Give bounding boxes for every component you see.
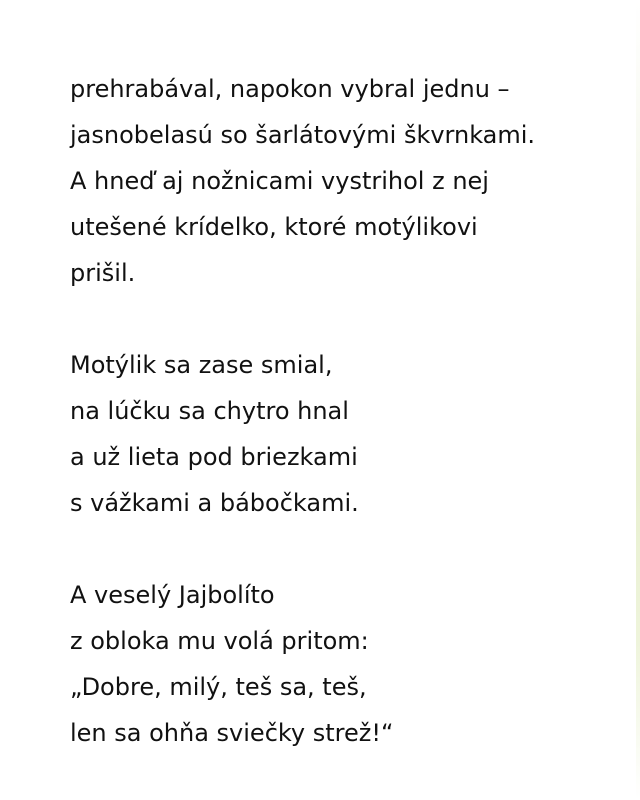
verse-line: A veselý Jajbolíto xyxy=(70,581,275,609)
text-line: utešené krídelko, ktoré motýlikovi xyxy=(70,213,478,241)
verse-line: „Dobre, milý, teš sa, teš, xyxy=(70,673,367,701)
verse-line: Motýlik sa zase smial, xyxy=(70,351,333,379)
text-line: prišil. xyxy=(70,259,136,287)
verse-line: s vážkami a bábočkami. xyxy=(70,489,359,517)
verse-line: na lúčku sa chytro hnal xyxy=(70,397,349,425)
text-line: prehrabával, napokon vybral jednu – xyxy=(70,75,510,103)
stanza-gap xyxy=(70,296,610,342)
stanza-gap xyxy=(70,526,610,572)
text-line: jasnobelasú so šarlátovými škvrnkami. xyxy=(70,121,536,149)
verse-line: a už lieta pod briezkami xyxy=(70,443,358,471)
verse-line: z obloka mu volá pritom: xyxy=(70,627,369,655)
page-text xyxy=(70,66,610,756)
verse-stanza-2 xyxy=(70,572,610,756)
verse-stanza-1 xyxy=(70,342,610,526)
text-line: A hneď aj nožnicami vystrihol z nej xyxy=(70,167,489,195)
prose-paragraph xyxy=(70,66,610,296)
verse-line: len sa ohňa sviečky strež!“ xyxy=(70,719,394,747)
page-edge-strip xyxy=(636,0,640,800)
